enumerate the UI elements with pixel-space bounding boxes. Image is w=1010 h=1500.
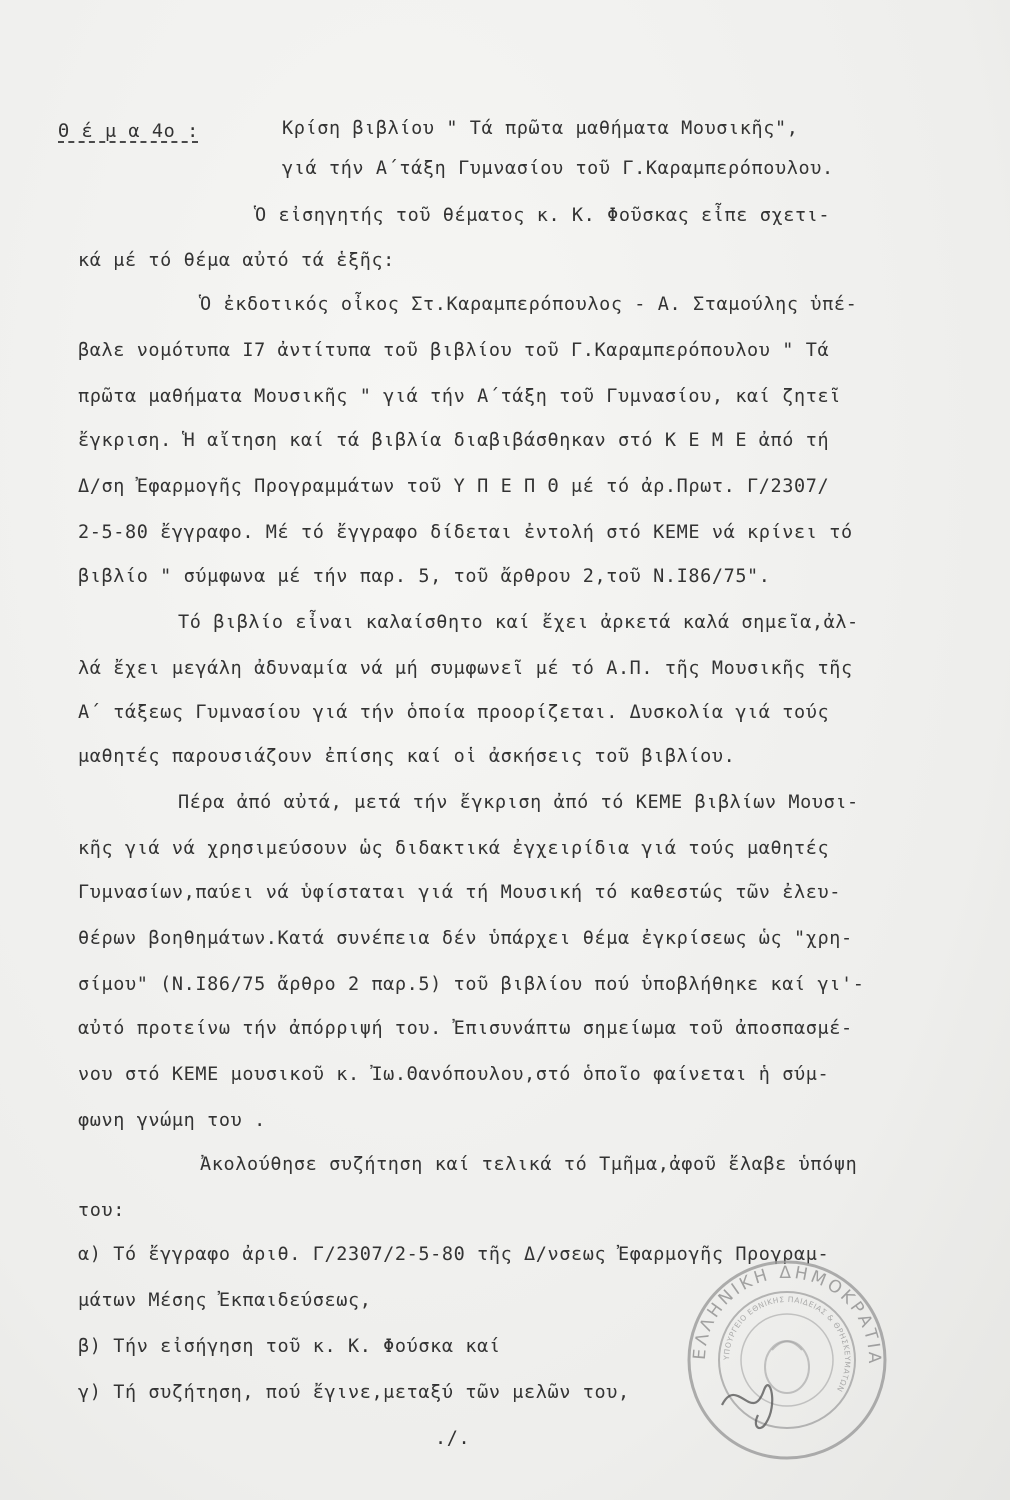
text-line: κά μέ τό θέμα αὐτό τά ἑξῆς: [78,250,395,271]
text-line: Δ/ση Ἐφαρμογῆς Προγραμμάτων τοῦ Υ Π Ε Π Θ μέ τό ἀρ.Πρωτ. Γ/2307/ [78,476,830,497]
continuation-mark: ./. [435,1428,471,1449]
topic-heading: Θ έ μ α 4ο : [58,121,199,142]
text-line: Ὁ εἰσηγητής τοῦ θέματος κ. Κ. Φοῦσκας εἶπε σχετι- [255,205,831,226]
seal-icon [682,1255,892,1465]
text-line: 2-5-80 ἔγγραφο. Μέ τό ἔγγραφο δίδεται ἐντολή στό ΚΕΜΕ νά κρίνει τό [78,522,853,543]
official-seal-stamp [682,1255,892,1465]
seal-inner-text: ΥΠΟΥΡΓΕΙΟ ΕΘΝΙΚΗΣ ΠΑΙΔΕΙΑΣ & ΘΡΗΣΚΕΥΜΑΤΩΝ [721,1294,853,1394]
text-line: βιβλίο " σύμφωνα μέ τήν παρ. 5, τοῦ ἄρθρου 2,τοῦ Ν.Ι86/75". [78,566,771,587]
text-line: Ὁ ἐκδοτικός οἶκος Στ.Καραμπερόπουλος - Α. Σταμούλης ὑπέ- [200,294,858,315]
text-line: βαλε νομότυπα Ι7 ἀντίτυπα τοῦ βιβλίου τοῦ Γ.Καραμπερόπουλου " Τά [78,340,830,361]
text-line: Γυμνασίων,παύει νά ὑφίσταται γιά τή Μουσική τό καθεστώς τῶν ἐλευ- [78,882,841,903]
text-line: λά ἔχει μεγάλη ἀδυναμία νά μή συμφωνεῖ μέ τό Α.Π. τῆς Μουσικῆς τῆς [78,658,853,679]
text-line: Κρίση βιβλίου " Τά πρῶτα μαθήματα Μουσικῆς", [282,118,799,139]
seal-ring-text: ΕΛΛΗΝΙΚΗ ΔΗΜΟΚΡΑΤΙΑ [689,1262,885,1367]
text-line: αὐτό προτείνω τήν ἀπόρριψή του. Ἐπισυνάπτω σημείωμα τοῦ ἀποσπασμέ- [78,1018,853,1039]
text-line: κῆς γιά νά χρησιμεύσουν ὡς διδακτικά ἐγχειρίδια γιά τούς μαθητές [78,838,830,859]
text-line: μαθητές παρουσιάζουν ἐπίσης καί οἱ ἀσκήσεις τοῦ βιβλίου. [78,746,736,767]
text-line: Πέρα ἀπό αὐτά, μετά τήν ἔγκριση ἀπό τό ΚΕΜΕ βιβλίων Μουσι- [178,792,859,813]
text-line: νου στό ΚΕΜΕ μουσικοῦ κ. Ἰω.Θανόπουλου,στό ὁποῖο φαίνεται ἡ σύμ- [78,1064,830,1085]
text-line: Τό βιβλίο εἶναι καλαίσθητο καί ἔχει ἀρκετά καλά σημεῖα,ἀλ- [178,612,859,633]
text-line: Α΄ τάξεως Γυμνασίου γιά τήν ὁποία προορίζεται. Δυσκολία γιά τούς [78,702,830,723]
text-line: Ἀκολούθησε συζήτηση καί τελικά τό Τμῆμα,ἀφοῦ ἔλαβε ὑπόψη [200,1154,858,1175]
text-line: σίμου" (Ν.Ι86/75 ἄρθρο 2 παρ.5) τοῦ βιβλίου πού ὑποβλήθηκε καί γι'- [78,974,865,995]
list-item-a: α) Τό ἔγγραφο ἀριθ. Γ/2307/2-5-80 τῆς Δ/νσεως Ἐφαρμογῆς Προγραμ- [78,1244,830,1265]
list-item-c: γ) Τή συζήτηση, πού ἔγινε,μεταξύ τῶν μελῶν του, [78,1382,630,1403]
text-line: ἔγκριση. Ἡ αἴτηση καί τά βιβλία διαβιβάσθηκαν στό Κ Ε Μ Ε ἀπό τή [78,430,830,451]
list-item-b: β) Τήν εἰσήγηση τοῦ κ. Κ. Φούσκα καί [78,1336,501,1357]
text-line: πρῶτα μαθήματα Μουσικῆς " γιά τήν Α΄τάξη τοῦ Γυμνασίου, καί ζητεῖ [78,386,841,407]
text-line: θέρων βοηθημάτων.Κατά συνέπεια δέν ὑπάρχει θέμα ἐγκρίσεως ὡς "χρη- [78,928,853,949]
text-line: γιά τήν Α΄τάξη Γυμνασίου τοῦ Γ.Καραμπερόπουλου. [282,158,834,179]
text-line: φωνη γνώμη του . [78,1110,266,1131]
text-line: του: [78,1200,125,1221]
text-line: μάτων Μέσης Ἐκπαιδεύσεως, [78,1290,372,1311]
